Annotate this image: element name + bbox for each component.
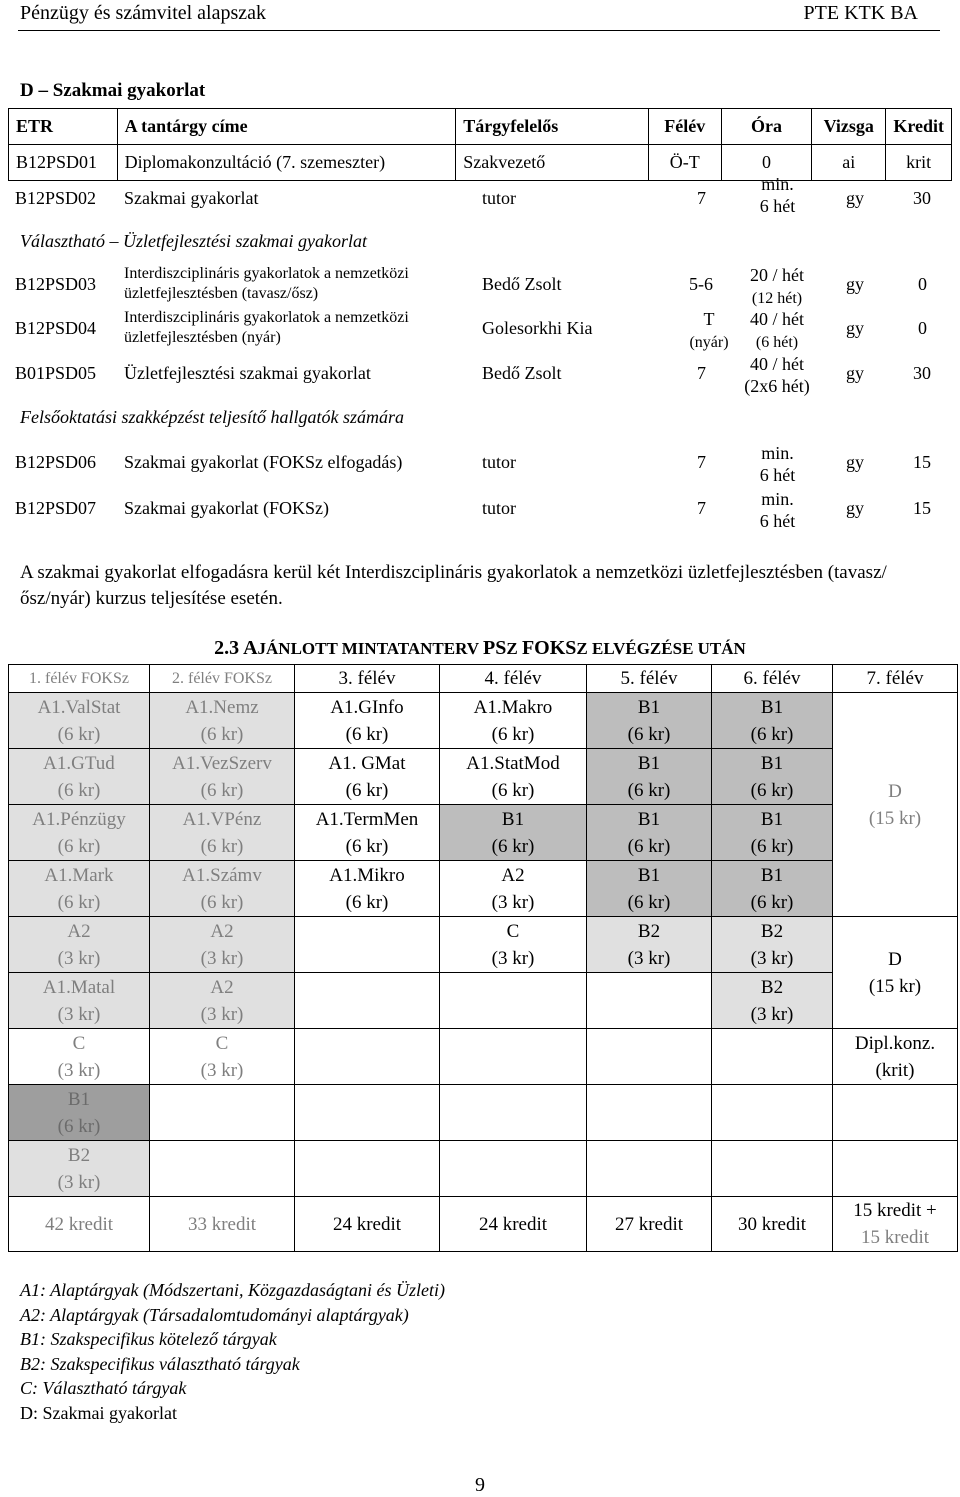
course-credit: (15 kr) — [868, 975, 922, 997]
cell-ora — [740, 442, 815, 486]
cell-vizsga: ai — [812, 145, 886, 181]
ora-line1: min. — [761, 489, 794, 509]
ora-line2: 6 hét — [759, 465, 796, 485]
course-code: A1.Pénzügy — [32, 808, 126, 830]
course-code: A1.TermMen — [315, 808, 419, 830]
plan-cell — [9, 805, 150, 861]
cell-sem: 7 — [697, 452, 706, 472]
cell-etr: B12PSD03 — [15, 274, 97, 294]
plan-cell — [440, 693, 587, 749]
plan-cell — [150, 749, 295, 805]
cell-kredit: 30 — [913, 188, 931, 208]
cell-vizsga: gy — [846, 188, 864, 208]
course-code: C — [506, 920, 520, 942]
plan-row — [9, 861, 958, 917]
course-credit: (6 kr) — [57, 1115, 101, 1137]
plan-cell — [712, 861, 833, 917]
plan-cell — [9, 861, 150, 917]
plan-header: 6. félév — [712, 665, 833, 693]
plan-cell-empty — [712, 1085, 833, 1141]
plan-header: 2. félév FOKSz — [150, 665, 295, 693]
plan-cell — [587, 693, 712, 749]
course-code: A1.Számv — [182, 864, 262, 886]
cell-etr: B12PSD06 — [15, 452, 97, 472]
course-code: B1 — [67, 1088, 91, 1110]
plan-cell — [440, 805, 587, 861]
plan-cell — [9, 973, 150, 1029]
course-credit: (6 kr) — [750, 723, 794, 745]
course-code: A1.Mikro — [329, 864, 405, 886]
plan-total: 42 kredit — [9, 1197, 150, 1252]
cell-etr: B12PSD04 — [15, 318, 97, 338]
plan-cell — [9, 1141, 150, 1197]
plan-cell-empty — [712, 1029, 833, 1085]
cell-resp: tutor — [482, 498, 516, 518]
ora-line1: min. — [761, 174, 794, 194]
cell-ora — [736, 264, 818, 310]
col-resp: Tárgyfelelős — [456, 109, 648, 145]
plan-total: 30 kredit — [712, 1197, 833, 1252]
course-credit: (6 kr) — [200, 779, 244, 801]
cell-resp: Bedő Zsolt — [482, 363, 562, 383]
plan-cell — [150, 861, 295, 917]
plan-cell-practice — [833, 917, 958, 1029]
ora-line1: 40 / hét — [750, 309, 804, 329]
course-credit: (6 kr) — [491, 835, 535, 857]
course-credit: (6 kr) — [491, 723, 535, 745]
ora-line2: 6 hét — [759, 511, 796, 531]
title-line1: Interdiszciplináris gyakorlatok a nemzetközi — [124, 309, 409, 326]
course-credit: (krit) — [875, 1059, 915, 1081]
plan-cell-empty — [150, 1141, 295, 1197]
ora-line2: (6 hét) — [755, 334, 799, 351]
plan-row — [9, 917, 958, 973]
course-code: A2 — [67, 920, 91, 942]
sem-line1: T — [703, 309, 715, 329]
course-code: B2 — [637, 920, 661, 942]
plan-total-line1: 15 kredit + — [853, 1200, 937, 1221]
cell-kredit: 15 — [913, 498, 931, 518]
course-credit: (3 kr) — [491, 947, 535, 969]
cell-sem: 7 — [697, 188, 706, 208]
cell-vizsga: gy — [846, 274, 864, 294]
course-credit: (6 kr) — [57, 723, 101, 745]
plan-cell — [150, 805, 295, 861]
cell-etr: B12PSD07 — [15, 498, 97, 518]
plan-row — [9, 1141, 958, 1197]
course-credit: (6 kr) — [345, 835, 389, 857]
ora-line2: (12 hét) — [751, 290, 803, 307]
ora-line2: 6 hét — [759, 196, 796, 216]
plan-cell — [9, 1085, 150, 1141]
cell-resp: tutor — [482, 188, 516, 208]
course-code: Dipl.konz. — [854, 1032, 936, 1054]
course-code: B1 — [637, 864, 661, 886]
legend-item: B1: Szakspecifikus kötelező tárgyak — [20, 1329, 277, 1349]
plan-cell — [9, 693, 150, 749]
plan-row — [9, 1085, 958, 1141]
cell-ora — [740, 488, 815, 532]
plan-header: 7. félév — [833, 665, 958, 693]
cell-ora — [731, 353, 823, 397]
course-credit: (6 kr) — [57, 891, 101, 913]
course-code: A1.Mark — [44, 864, 114, 886]
plan-row — [9, 749, 958, 805]
plan-cell-practice — [833, 693, 958, 917]
cell-kredit: 0 — [918, 274, 927, 294]
plan-cell-empty — [833, 1141, 958, 1197]
course-code: B1 — [760, 696, 784, 718]
course-credit: (3 kr) — [57, 1171, 101, 1193]
cell-vizsga: gy — [846, 363, 864, 383]
course-code: D — [888, 780, 902, 802]
course-code: A1.ValStat — [37, 696, 121, 718]
plan-cell-empty — [295, 1085, 440, 1141]
plan-cell-empty — [587, 1029, 712, 1085]
course-code: A2 — [501, 864, 525, 886]
cell-ora: 0 — [721, 145, 811, 181]
plan-cell — [295, 861, 440, 917]
course-code: A1. GMat — [328, 752, 406, 774]
plan-total: 24 kredit — [295, 1197, 440, 1252]
plan-total-line2: 15 kredit — [860, 1227, 930, 1248]
plan-cell — [150, 973, 295, 1029]
cell-etr: B12PSD02 — [15, 188, 97, 208]
col-sem: Félév — [648, 109, 721, 145]
plan-title-num: 2.3 — [214, 637, 244, 659]
header-right: PTE KTK BA — [803, 2, 918, 24]
cell-sem: 7 — [697, 363, 706, 383]
plan-cell-empty — [587, 973, 712, 1029]
course-code: A1.Makro — [473, 696, 553, 718]
course-credit: (6 kr) — [627, 779, 671, 801]
header-divider — [18, 30, 940, 31]
cell-kredit: 30 — [913, 363, 931, 383]
plan-cell — [440, 861, 587, 917]
legend-item: C: Választható tárgyak — [20, 1378, 187, 1398]
plan-cell-empty — [440, 1085, 587, 1141]
plan-row — [9, 973, 958, 1029]
cell-kredit: krit — [886, 145, 952, 181]
cell-title: Szakmai gyakorlat — [124, 188, 259, 208]
course-credit: (6 kr) — [345, 723, 389, 745]
plan-row — [9, 805, 958, 861]
cell-etr: B12PSD01 — [9, 145, 118, 181]
course-credit: (6 kr) — [200, 891, 244, 913]
course-credit: (3 kr) — [57, 1003, 101, 1025]
plan-cell-empty — [440, 1029, 587, 1085]
curriculum-plan-table — [8, 664, 958, 1252]
plan-total — [833, 1197, 958, 1252]
plan-cell — [712, 805, 833, 861]
table-row — [0, 353, 960, 396]
plan-cell-empty — [833, 1085, 958, 1141]
course-code: A1.VezSzerv — [172, 752, 272, 774]
course-credit: (6 kr) — [627, 891, 671, 913]
note-foksz: Felsőoktatási szakképzést teljesítő hallgatók számára — [20, 407, 404, 427]
course-credit: (3 kr) — [627, 947, 671, 969]
course-code: B2 — [760, 920, 784, 942]
plan-cell — [150, 1029, 295, 1085]
plan-row — [9, 1029, 958, 1085]
plan-cell-empty — [712, 1141, 833, 1197]
cell-resp: Bedő Zsolt — [482, 274, 562, 294]
course-code: A2 — [210, 920, 234, 942]
course-code: A1.StatMod — [466, 752, 560, 774]
course-code: B1 — [637, 752, 661, 774]
title-line2: üzletfejlesztésben (nyár) — [124, 329, 281, 346]
course-credit: (3 kr) — [750, 947, 794, 969]
table-row — [0, 264, 960, 307]
ora-line2: (2x6 hét) — [744, 376, 810, 396]
plan-cell — [9, 749, 150, 805]
col-etr: ETR — [9, 109, 118, 145]
course-credit: (6 kr) — [57, 835, 101, 857]
plan-cell-empty — [295, 973, 440, 1029]
plan-cell — [9, 917, 150, 973]
plan-cell-empty — [295, 1141, 440, 1197]
cell-title: Diplomakonzultáció (7. szemeszter) — [117, 145, 456, 181]
course-credit: (3 kr) — [200, 947, 244, 969]
cell-ora — [736, 308, 818, 354]
plan-cell — [587, 805, 712, 861]
plan-title — [0, 637, 960, 660]
plan-cell — [9, 1029, 150, 1085]
course-credit: (3 kr) — [57, 1059, 101, 1081]
plan-cell — [587, 917, 712, 973]
legend-item: D: Szakmai gyakorlat — [20, 1402, 177, 1423]
plan-header: 3. félév — [295, 665, 440, 693]
cell-title: Szakmai gyakorlat (FOKSz) — [124, 498, 329, 518]
cell-title: Szakmai gyakorlat (FOKSz elfogadás) — [124, 452, 403, 472]
course-table-header — [9, 109, 952, 145]
course-credit: (6 kr) — [491, 779, 535, 801]
plan-cell — [150, 917, 295, 973]
cell-title — [124, 264, 409, 304]
cell-sem: 7 — [697, 498, 706, 518]
plan-total: 33 kredit — [150, 1197, 295, 1252]
ora-line1: min. — [761, 443, 794, 463]
title-line1: Interdiszciplináris gyakorlatok a nemzetközi — [124, 265, 409, 282]
course-credit: (6 kr) — [345, 779, 389, 801]
plan-cell — [440, 749, 587, 805]
legend — [20, 1278, 445, 1425]
plan-title-part: Z — [506, 639, 522, 658]
course-code: B2 — [760, 976, 784, 998]
course-code: A1.Matal — [42, 976, 116, 998]
paragraph: A szakmai gyakorlat elfogadásra kerül két Interdiszciplináris gyakorlatok a nemzetközi üzletfejlesztésben (tavasz/ősz/nyár) kurzus teljesítése esetén. — [20, 562, 887, 609]
plan-cell — [712, 917, 833, 973]
plan-total: 24 kredit — [440, 1197, 587, 1252]
course-credit: (6 kr) — [345, 891, 389, 913]
plan-title-part: PS — [483, 637, 507, 659]
plan-cell — [295, 693, 440, 749]
course-code: A2 — [210, 976, 234, 998]
course-credit: (6 kr) — [200, 835, 244, 857]
course-code: B1 — [760, 864, 784, 886]
plan-header: 4. félév — [440, 665, 587, 693]
plan-cell — [587, 861, 712, 917]
cell-kredit: 15 — [913, 452, 931, 472]
course-code: D — [888, 948, 902, 970]
page-number: 9 — [475, 1474, 485, 1496]
legend-item: A1: Alaptárgyak (Módszertani, Közgazdaságtani és Üzleti) — [20, 1280, 445, 1300]
course-credit: (6 kr) — [627, 835, 671, 857]
cell-sem: Ö-T — [648, 145, 721, 181]
course-credit: (3 kr) — [491, 891, 535, 913]
plan-header: 5. félév — [587, 665, 712, 693]
plan-cell — [295, 749, 440, 805]
plan-header-row — [9, 665, 958, 693]
course-code: B1 — [501, 808, 525, 830]
plan-cell — [712, 693, 833, 749]
plan-total: 27 kredit — [587, 1197, 712, 1252]
col-kredit: Kredit — [886, 109, 952, 145]
plan-title-part: Z ELVÉGZÉSE UTÁN — [576, 639, 746, 658]
course-credit: (15 kr) — [868, 807, 922, 829]
course-code: B1 — [760, 808, 784, 830]
table-row — [0, 488, 960, 531]
plan-cell — [712, 973, 833, 1029]
plan-cell-empty — [440, 1141, 587, 1197]
col-vizsga: Vizsga — [812, 109, 886, 145]
col-title: A tantárgy címe — [117, 109, 456, 145]
course-code: C — [72, 1032, 86, 1054]
course-table — [8, 108, 952, 181]
course-code: C — [215, 1032, 229, 1054]
table-row — [0, 442, 960, 485]
cell-vizsga: gy — [846, 498, 864, 518]
header-left: Pénzügy és számvitel alapszak — [20, 2, 267, 24]
course-credit: (6 kr) — [627, 723, 671, 745]
plan-header: 1. félév FOKSz — [9, 665, 150, 693]
plan-cell-empty — [587, 1085, 712, 1141]
cell-resp: Golesorkhi Kia — [482, 318, 593, 338]
plan-cell-empty — [440, 973, 587, 1029]
plan-title-part: A — [243, 637, 258, 659]
cell-vizsga: gy — [846, 318, 864, 338]
sem-line2: (nyár) — [689, 334, 729, 351]
course-code: B1 — [637, 696, 661, 718]
plan-cell-empty — [150, 1085, 295, 1141]
course-code: A1.VPénz — [182, 808, 262, 830]
legend-item: A2: Alaptárgyak (Társadalomtudományi alaptárgyak) — [20, 1304, 409, 1325]
course-credit: (6 kr) — [750, 835, 794, 857]
plan-title-part: JÁNLOTT MINTATANTERV — [257, 639, 483, 658]
table-row — [0, 174, 960, 220]
section-title: D – Szakmai gyakorlat — [20, 80, 206, 101]
course-credit: (3 kr) — [750, 1003, 794, 1025]
course-credit: (6 kr) — [750, 779, 794, 801]
title-line2: üzletfejlesztésben (tavasz/ősz) — [124, 285, 319, 302]
plan-row — [9, 693, 958, 749]
cell-title — [124, 308, 409, 348]
cell-kredit: 0 — [918, 318, 927, 338]
plan-cell — [295, 805, 440, 861]
course-code: B1 — [760, 752, 784, 774]
course-code: B2 — [67, 1144, 91, 1166]
plan-cell-empty — [587, 1141, 712, 1197]
legend-item: B2: Szakspecifikus választható tárgyak — [20, 1353, 300, 1374]
course-credit: (6 kr) — [57, 779, 101, 801]
plan-cell — [150, 693, 295, 749]
cell-sem — [684, 308, 734, 354]
ora-line1: 40 / hét — [750, 354, 804, 374]
course-code: A1.GTud — [43, 752, 115, 774]
col-ora: Óra — [721, 109, 811, 145]
plan-cell — [712, 749, 833, 805]
plan-title-part: FOKS — [521, 637, 577, 659]
table-row — [0, 308, 960, 351]
plan-cell-thesis — [833, 1029, 958, 1085]
plan-totals-row — [9, 1197, 958, 1252]
course-credit: (6 kr) — [200, 723, 244, 745]
plan-cell — [587, 749, 712, 805]
plan-cell-empty — [295, 917, 440, 973]
plan-cell-empty — [295, 1029, 440, 1085]
cell-resp: Szakvezető — [456, 145, 648, 181]
course-credit: (3 kr) — [200, 1003, 244, 1025]
note-elective: Választható – Üzletfejlesztési szakmai gyakorlat — [20, 231, 367, 251]
plan-cell — [440, 917, 587, 973]
course-credit: (3 kr) — [200, 1059, 244, 1081]
cell-ora — [740, 173, 815, 217]
cell-resp: tutor — [482, 452, 516, 472]
cell-title: Üzletfejlesztési szakmai gyakorlat — [124, 363, 371, 383]
ora-line1: 20 / hét — [750, 265, 804, 285]
course-code: B1 — [637, 808, 661, 830]
course-code: A1.Nemz — [185, 696, 259, 718]
cell-sem: 5-6 — [689, 274, 713, 294]
cell-etr: B01PSD05 — [15, 363, 97, 383]
course-credit: (3 kr) — [57, 947, 101, 969]
course-code: A1.GInfo — [330, 696, 404, 718]
course-credit: (6 kr) — [750, 891, 794, 913]
cell-vizsga: gy — [846, 452, 864, 472]
